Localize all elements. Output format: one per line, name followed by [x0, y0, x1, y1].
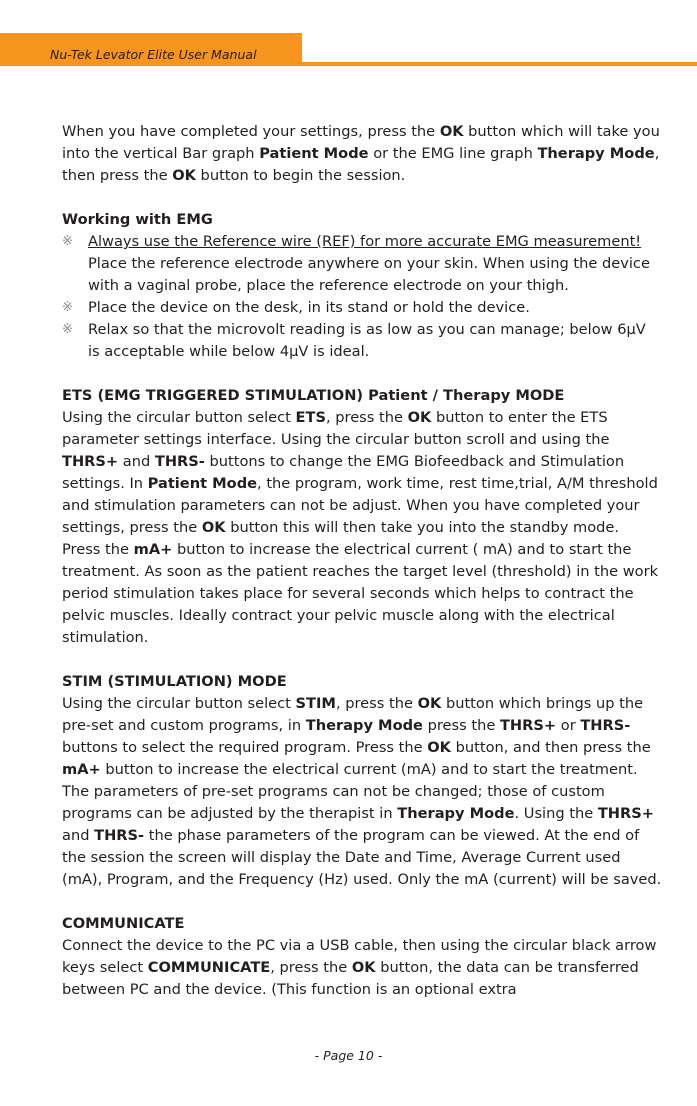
text: button to increase the electrical current ( mA) and to start the treatment. As soon as the patient reaches the target level (threshold) in the work period stimulation takes place for several seconds which helps to contract the pelvic muscles. Ideally contract your pelvic muscle along with the electrical stimulation. — [62, 541, 659, 646]
text: or the EMG line graph — [368, 145, 538, 162]
bold-text: mA+ — [62, 761, 101, 778]
page-content — [62, 121, 662, 1001]
bold-text: Therapy Mode — [305, 717, 423, 734]
text: and — [118, 453, 155, 470]
heading-text: ETS (EMG TRIGGERED STIMULATION) Patient / Therapy MODE — [62, 387, 565, 404]
text: buttons to change the EMG Biofeedback and Stimulation settings. In — [62, 453, 625, 492]
emg-bullet-3 — [62, 319, 662, 363]
text: Relax so that the microvolt reading is as low as you can manage; below 6µV is acceptable while below 4µV is ideal. — [88, 321, 646, 360]
text: press the — [422, 717, 500, 734]
bold-text: THRS+ — [499, 717, 557, 734]
text: , the program, work time, rest time,trial, A/M threshold and stimulation parameters can not be adjust. When you have completed your settings, press the — [62, 475, 658, 536]
bold-text: Patient Mode — [259, 145, 369, 162]
intro-paragraph — [62, 121, 662, 187]
text: , press the — [335, 695, 418, 712]
heading-text: STIM (STIMULATION) MODE — [62, 673, 287, 690]
stim-paragraph — [62, 693, 662, 891]
reference-mark-icon: ※ — [62, 322, 73, 337]
page-number: - Page 10 - — [314, 1048, 383, 1063]
emg-heading — [62, 209, 662, 231]
text: button, the data can be transferred between PC and the device. (This function is an optional extra — [62, 959, 639, 998]
reference-mark-icon: ※ — [62, 300, 73, 315]
bold-text: Patient Mode — [147, 475, 258, 492]
bold-text: THRS+ — [62, 453, 119, 470]
text: , then press the — [62, 145, 660, 184]
text: or — [556, 717, 581, 734]
emg-bullet-1 — [62, 231, 662, 297]
text: button to increase the electrical current (mA) and to start the treatment. The parameters of pre-set programs can not be changed; those of custom programs can be adjusted by the therapist in — [62, 761, 638, 822]
text: the phase parameters of the program can be viewed. At the end of the session the screen will display the Date and Time, Average Current used (mA), Program, and the Frequency (Hz) used. Only the mA (current) will be saved. — [62, 827, 662, 888]
bold-text: OK — [439, 123, 464, 140]
text: Place the reference electrode anywhere on your skin. When using the device with a vaginal probe, place the reference electrode on your thigh. — [88, 255, 650, 294]
text: button to begin the session. — [195, 167, 406, 184]
bold-text: mA+ — [133, 541, 173, 558]
bold-text: THRS- — [154, 453, 205, 470]
bold-text: OK — [201, 519, 226, 536]
text: button to enter the ETS parameter settings interface. Using the circular button scroll and using the — [62, 409, 610, 448]
bold-text: OK — [172, 167, 196, 184]
communicate-paragraph — [62, 935, 662, 1001]
header-accent-line — [302, 62, 697, 66]
text: , press the — [270, 959, 352, 976]
text: Using the circular button select — [62, 409, 296, 426]
text: button which will take you into the vertical Bar graph — [62, 123, 660, 162]
text: Using the circular button select — [62, 695, 296, 712]
bold-text: Therapy Mode — [537, 145, 655, 162]
bold-text: THRS+ — [597, 805, 654, 822]
bold-text: OK — [427, 739, 451, 756]
text: button this will then take you into the standby mode. Press the — [62, 519, 620, 558]
bold-text: OK — [417, 695, 442, 712]
ets-paragraph — [62, 407, 662, 649]
text: and — [62, 827, 95, 844]
text: Place the device on the desk, in its stand or hold the device. — [88, 299, 530, 316]
bold-text: THRS- — [580, 717, 631, 734]
text: When you have completed your settings, press the — [62, 123, 440, 140]
bold-text: STIM — [295, 695, 336, 712]
bold-text: OK — [407, 409, 432, 426]
communicate-heading — [62, 913, 662, 935]
emg-bullet-2 — [62, 297, 662, 319]
heading-text: COMMUNICATE — [62, 915, 185, 932]
stim-heading — [62, 671, 662, 693]
text: button which brings up the pre-set and custom programs, in — [62, 695, 644, 734]
bold-text: OK — [351, 959, 376, 976]
header-title: Nu-Tek Levator Elite User Manual — [50, 47, 257, 62]
reference-mark-icon: ※ — [62, 234, 73, 249]
text: button, and then press the — [450, 739, 651, 756]
text: buttons to select the required program. Press the — [62, 739, 428, 756]
heading-text: Working with EMG — [62, 211, 213, 228]
text: . Using the — [514, 805, 598, 822]
bold-text: Therapy Mode — [397, 805, 515, 822]
bold-text: ETS — [295, 409, 326, 426]
underlined-text: Always use the Reference wire (REF) for more accurate EMG measurement! — [88, 233, 642, 250]
text: Connect the device to the PC via a USB cable, then using the circular black arrow keys select — [62, 937, 657, 976]
bold-text: COMMUNICATE — [147, 959, 271, 976]
ets-heading — [62, 385, 662, 407]
text: , press the — [325, 409, 408, 426]
bold-text: THRS- — [94, 827, 145, 844]
